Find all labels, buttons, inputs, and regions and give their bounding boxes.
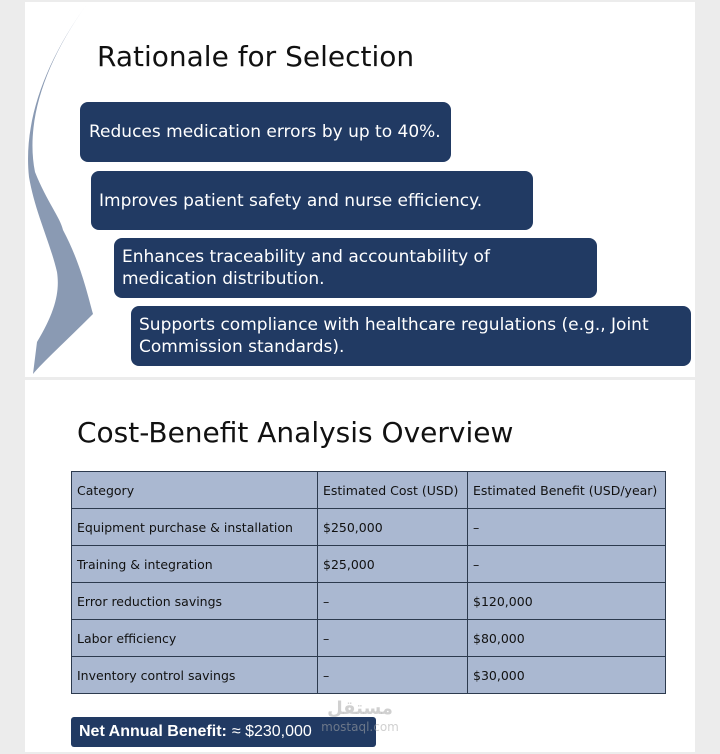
table-cell: Training & integration <box>72 546 318 583</box>
column-header: Estimated Cost (USD) <box>318 472 468 509</box>
rationale-point-text: Improves patient safety and nurse efficiency. <box>99 190 483 211</box>
rationale-point-text: Enhances traceability and accountability of medication distribution. <box>122 247 490 289</box>
table-cell: Equipment purchase & installation <box>72 509 318 546</box>
cost-benefit-table <box>71 471 666 694</box>
net-benefit-label: Net Annual Benefit: <box>79 723 227 740</box>
table-row <box>72 546 666 583</box>
slide-title: Rationale for Selection <box>97 40 415 73</box>
rationale-point <box>80 102 451 162</box>
rationale-point <box>114 238 597 298</box>
watermark-latin: mostaql.com <box>321 720 399 734</box>
table-cell: – <box>318 583 468 620</box>
column-header: Estimated Benefit (USD/year) <box>468 472 666 509</box>
rationale-point <box>91 171 533 230</box>
table-row <box>72 509 666 546</box>
rationale-point <box>131 306 691 366</box>
table-cell: – <box>468 509 666 546</box>
rationale-point-text: Supports compliance with healthcare regulations (e.g., Joint Commission standards). <box>139 315 649 357</box>
column-header: Category <box>72 472 318 509</box>
slide-title: Cost-Benefit Analysis Overview <box>77 416 514 449</box>
watermark <box>315 698 405 742</box>
table-row <box>72 620 666 657</box>
table-cell: – <box>318 620 468 657</box>
table-cell: Inventory control savings <box>72 657 318 694</box>
table-header-row <box>72 472 666 509</box>
table-cell: $250,000 <box>318 509 468 546</box>
slide-cost-benefit <box>25 380 695 752</box>
table-cell: $30,000 <box>468 657 666 694</box>
slide-rationale <box>25 2 695 377</box>
table-cell: $25,000 <box>318 546 468 583</box>
table-cell: $80,000 <box>468 620 666 657</box>
table-cell: $120,000 <box>468 583 666 620</box>
table-cell: Error reduction savings <box>72 583 318 620</box>
table-row <box>72 583 666 620</box>
rationale-point-text: Reduces medication errors by up to 40%. <box>89 122 441 142</box>
table-row <box>72 657 666 694</box>
table-cell: Labor efficiency <box>72 620 318 657</box>
table-cell: – <box>318 657 468 694</box>
watermark-arabic: مستقل <box>327 698 393 719</box>
net-benefit-value: ≈ $230,000 <box>231 723 312 740</box>
table-cell: – <box>468 546 666 583</box>
chevron-decoration <box>25 2 95 377</box>
